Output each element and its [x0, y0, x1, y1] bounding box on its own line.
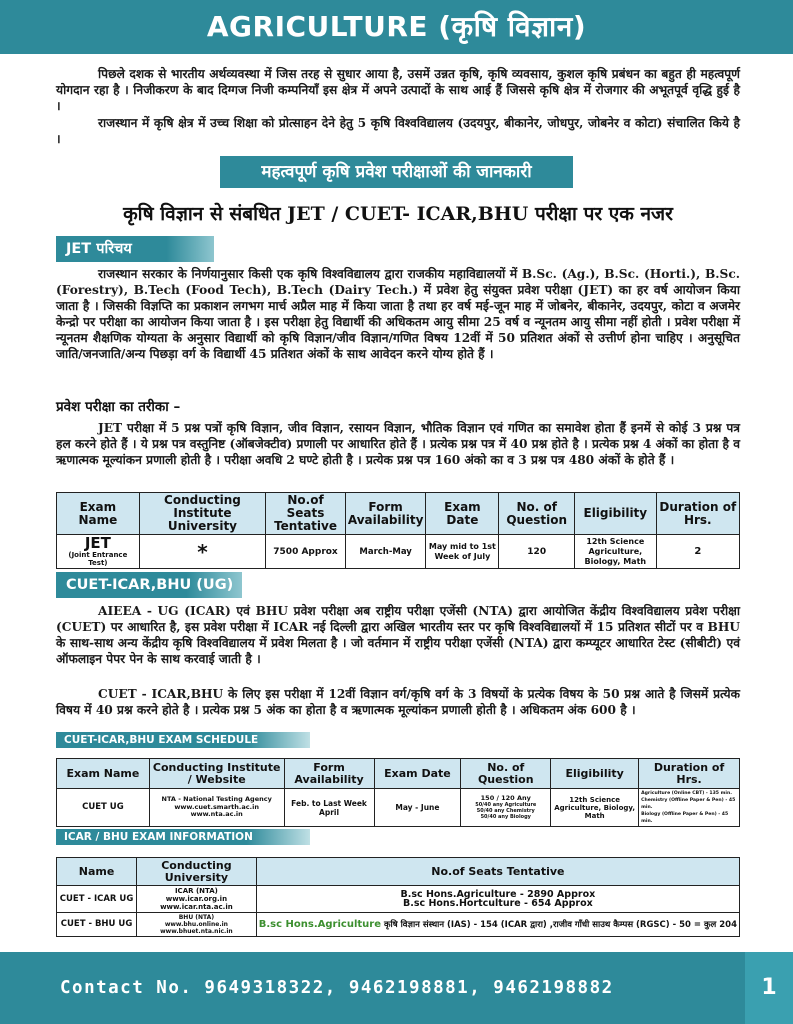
website-link: www.nta.ac.in	[190, 810, 243, 819]
table-header-row	[57, 858, 740, 886]
seats-detail: कृषि विज्ञान संस्थान (IAS) - 154 (ICAR द्वारा) ,राजीव गाँधी साउथ कैम्पस (RGSC) - 50 = कुल 204	[383, 919, 737, 930]
table-header: Duration of Hrs.	[639, 759, 740, 789]
table-header: Conducting Institute / Website	[149, 759, 284, 789]
table-cell	[57, 535, 140, 569]
schedule-section-tab: CUET-ICAR,BHU EXAM SCHEDULE	[56, 732, 310, 748]
table-cell: May - June	[374, 789, 461, 827]
table-header: Conducting Institute University	[139, 493, 266, 535]
table-header: Eligibility	[551, 759, 639, 789]
contact-numbers: Contact No. 9649318322, 9462198881, 9462198882	[60, 978, 614, 998]
duration-detail: Chemistry (Offline Paper & Pen) - 45 min.	[641, 798, 736, 810]
university-name: ICAR (NTA)	[174, 887, 218, 895]
website-link: www.icar.nta.ac.in	[160, 903, 233, 911]
institute-asterisk: *	[139, 535, 266, 569]
table-cell	[149, 789, 284, 827]
table-row	[57, 886, 740, 913]
table-cell: May mid to 1st Week of July	[426, 535, 499, 569]
table-header-row	[57, 759, 740, 789]
table-cell	[137, 913, 257, 937]
table-cell	[256, 886, 739, 913]
question-detail: 50/40 any Chemistry	[476, 808, 535, 815]
table-header: No. of Question	[499, 493, 575, 535]
intro-paragraph-2: राजस्थान में कृषि क्षेत्र में उच्च शिक्षा को प्रोत्साहन देने हेतु 5 कृषि विश्वविद्यालय (उदयपुर, बीकानेर, जोधपुर, जोबनेर व कोटा) संचालित किये है ।	[56, 116, 740, 146]
table-cell	[639, 789, 740, 827]
table-header: Exam Name	[57, 759, 150, 789]
table-cell: 12th Science Agriculture, Biology, Math	[575, 535, 657, 569]
table-cell: CUET UG	[57, 789, 150, 827]
table-header: Exam Date	[426, 493, 499, 535]
jet-paragraph: राजस्थान सरकार के निर्णयानुसार किसी एक कृषि विश्वविद्यालय द्वारा राजकीय महाविद्यालयों में B.Sc. (Ag.), B.Sc. (Horti.), B.Sc. (Forestry), B.Tech (Food Tech), B.Tech (Dairy Tech.) में प्रवेश हेतु संयुक्त प्रवेश परीक्षा (JET) का हर वर्ष आयोजन किया जाता है । जिसकी विज्ञप्ति का प्रकाशन लगभग मार्च अप्रैल माह में किया जाता है तथा हर वर्ष मई-जून माह में जोबनेर, बीकानेर, उदयपुर, कोटा व अजमेर केन्द्रो पर परीक्षा का आयोजन किया जाता है । इस परीक्षा हेतु विद्यार्थी की अधिकतम आयु सीमा 25 वर्ष व न्यूनतम आयु सीमा नहीं होती । प्रवेश परीक्षा में न्यूनतम शैक्षणिक योग्यता के अनुसार विद्यार्थी को कृषि विज्ञान/जीव विज्ञान/गणित विषय 12वीं में 50 प्रतिशत अंकों से उत्तीर्ण होना चाहिए । अनुसूचित जाति/जनजाति/अन्य पिछड़ा वर्ग के विद्यार्थी 45 प्रतिशत अंकों के साथ आवेदन करने योग्य होते हैं ।	[56, 267, 740, 361]
table-header: Eligibility	[575, 493, 657, 535]
seats-detail: B.sc Hons.Agriculture - 2890 Approx	[400, 889, 596, 900]
university-name: BHU (NTA)	[178, 914, 215, 921]
table-cell	[461, 789, 551, 827]
footer-bar	[0, 952, 793, 1024]
exam-name: JET	[84, 534, 111, 552]
jet-exam-table	[56, 492, 740, 569]
table-header: Exam Date	[374, 759, 461, 789]
duration-detail: Agriculture (Online CBT) - 135 min.	[641, 791, 732, 796]
exam-full-name: (Joint Entrance Test)	[68, 551, 128, 567]
table-row	[57, 535, 740, 569]
website-link: www.bhuet.nta.nic.in	[160, 928, 233, 935]
table-cell	[256, 913, 739, 937]
institute-name: NTA - National Testing Agency	[161, 795, 272, 804]
table-header: Conducting University	[137, 858, 257, 886]
website-link: www.cuet.smarth.ac.in	[174, 802, 259, 811]
table-cell: March-May	[345, 535, 426, 569]
intro-paragraph-1: पिछले दशक से भारतीय अर्थव्यवस्था में जिस तरह से सुधार आया है, उसमें उन्नत कृषि, कृषि व्यवसाय, कुशल कृषि प्रबंधन का बहुत ही महत्वपूर्ण योगदान रहा है । निजीकरण के बाद दिग्गज निजी कम्पनियाँ इस क्षेत्र में अपने उत्पादों के साथ आई हैं जिससे कृषि क्षेत्र में रोजगार की अभूतपूर्व वृद्धि हुई है ।	[56, 67, 740, 113]
duration-detail: Biology (Offline Paper & Pen) - 45 min.	[641, 812, 729, 824]
cuet-paragraph-2: CUET - ICAR,BHU के लिए इस परीक्षा में 12वीं विज्ञान वर्ग/कृषि वर्ग के 3 विषयों के प्रत्येक विषय के 50 प्रश्न आते है जिसमें प्रत्येक विषय में 40 प्रश्न करने होते है । प्रत्येक प्रश्न 5 अंक का होता है व ऋणात्मक मूल्यांकन प्रणाली होती है । अधिकतम अंक 600 है ।	[56, 687, 740, 717]
table-cell: 120	[499, 535, 575, 569]
table-header: No. of Question	[461, 759, 551, 789]
website-link: www.icar.org.in	[165, 895, 228, 903]
table-header: Exam Name	[57, 493, 140, 535]
question-detail: 50/40 any Agriculture	[475, 802, 537, 809]
exam-method-paragraph: JET परीक्षा में 5 प्रश्न पत्रों कृषि विज्ञान, जीव विज्ञान, रसायन विज्ञान, भौतिक विज्ञान एवं गणित का समावेश होता हैं इनमें से कोई 3 प्रश्न पत्र हल करने होते हैं । ये प्रश्न पत्र वस्तुनिष्ट (ऑबजेक्टीव) प्रणाली पर आधारित होते हैं । प्रत्येक प्रश्न पत्र में 40 प्रश्न होते है । प्रत्येक प्रश्न 4 अंकों का होता है व ऋणात्मक मूल्यांकन प्रणाली होती है । परीक्षा अवधि 2 घण्टे होती है । प्रत्येक प्रश्न पत्र 160 अंको का व 3 प्रश्न पत्र 480 अंकों के होते हैं ।	[56, 421, 740, 467]
important-exams-heading: महत्वपूर्ण कृषि प्रवेश परीक्षाओं की जानकारी	[220, 156, 573, 188]
jet-section-tab: JET परिचय	[56, 236, 214, 262]
table-cell: CUET - BHU UG	[57, 913, 137, 937]
intro-section	[56, 66, 740, 147]
question-detail: 50/40 any Biology	[480, 814, 531, 821]
table-cell: 2	[656, 535, 739, 569]
table-header: Form Availability	[345, 493, 426, 535]
table-header: No.of Seats Tentative	[266, 493, 346, 535]
website-link: www.bhu.online.in	[164, 921, 228, 928]
table-cell	[137, 886, 257, 913]
overview-heading: कृषि विज्ञान से संबधित JET / CUET- ICAR,BHU परीक्षा पर एक नजर	[123, 203, 673, 225]
page-title: AGRICULTURE (कृषि विज्ञान)	[0, 0, 793, 54]
table-cell: Feb. to Last Week April	[284, 789, 374, 827]
seats-detail: B.sc Hons.Hortculture - 654 Approx	[403, 898, 593, 909]
table-cell: 12th Science Agriculture, Biology, Math	[551, 789, 639, 827]
exam-method-title: प्रवेश परीक्षा का तरीका –	[56, 399, 181, 415]
table-row	[57, 913, 740, 937]
cuet-paragraph-1: AIEEA - UG (ICAR) एवं BHU प्रवेश परीक्षा अब राष्ट्रीय परीक्षा एजेंसी (NTA) द्वारा आयोजित केंद्रीय विश्वविद्यालय प्रवेश परीक्षा (CUET) पर आधारित है, इस प्रवेश परीक्षा में ICAR नई दिल्ली द्वारा अखिल भारतीय स्तर पर कृषि विश्वविद्यालयों में 15 प्रतिशत सीटों पर व BHU के साथ-साथ अन्य केंद्रीय कृषि विश्वविद्यालय में प्रवेश मिलता है । जो वर्तमान में राष्ट्रीय परीक्षा एजेंसी (NTA) द्वारा कम्प्यूटर आधारित टेस्ट (सीबीटी) एवं ऑफलाइन पेपर पेन के साथ करवाई जाती है ।	[56, 604, 740, 666]
table-cell: CUET - ICAR UG	[57, 886, 137, 913]
table-cell: 7500 Approx	[266, 535, 346, 569]
cuet-section-tab: CUET-ICAR,BHU (UG)	[56, 572, 242, 598]
page-number: 1	[745, 952, 793, 1024]
table-header: Duration of Hrs.	[656, 493, 739, 535]
question-total: 150 / 120 Any	[480, 793, 531, 802]
schedule-table	[56, 758, 740, 827]
table-header: No.of Seats Tentative	[256, 858, 739, 886]
table-header-row	[57, 493, 740, 535]
table-header: Name	[57, 858, 137, 886]
table-row	[57, 789, 740, 827]
info-table	[56, 857, 740, 937]
seats-highlight: B.sc Hons.Agriculture	[258, 918, 381, 930]
info-section-tab: ICAR / BHU EXAM INFORMATION	[56, 829, 310, 845]
table-header: Form Availability	[284, 759, 374, 789]
